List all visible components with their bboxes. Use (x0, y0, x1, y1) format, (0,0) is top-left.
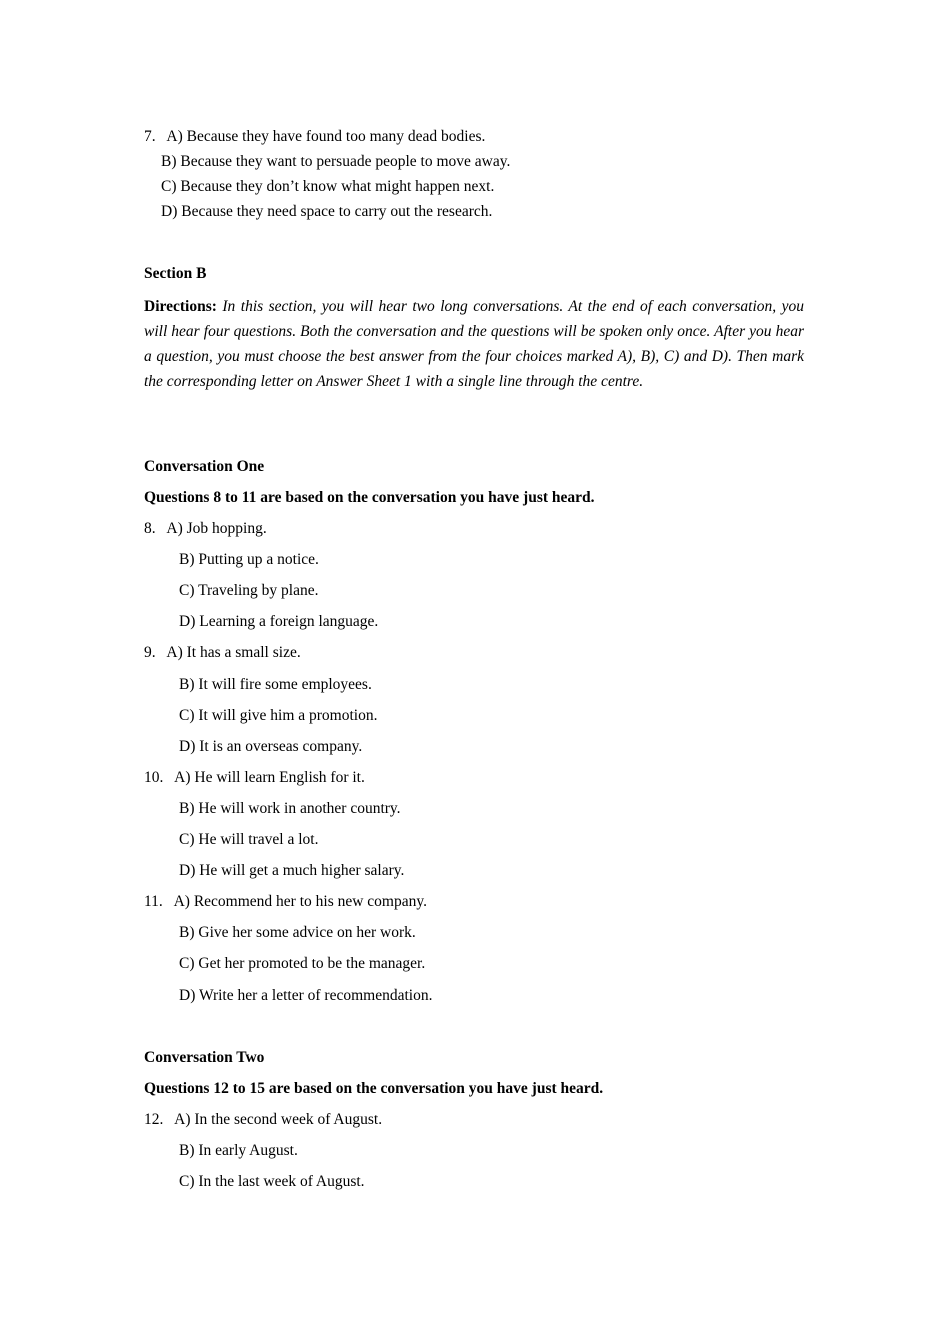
question-7-option-b: B) Because they want to persuade people to move away. (161, 153, 511, 170)
option-text: A) He will learn English for it. (174, 769, 365, 786)
question-7-option-a (144, 127, 485, 147)
question-9-option-d: D) It is an overseas company. (179, 738, 363, 755)
conversation-two-instruction: Questions 12 to 15 are based on the conversation you have just heard. (144, 1080, 604, 1097)
directions-paragraph (144, 294, 804, 394)
option-text: A) In the second week of August. (174, 1111, 383, 1128)
question-7-option-d: D) Because they need space to carry out the research. (161, 203, 493, 220)
option-text: A) It has a small size. (166, 644, 301, 661)
question-10-option-d: D) He will get a much higher salary. (179, 862, 405, 879)
question-number: 9. (144, 644, 156, 661)
conversation-one-instruction: Questions 8 to 11 are based on the conversation you have just heard. (144, 489, 595, 506)
question-9-option-b: B) It will fire some employees. (179, 676, 372, 693)
question-11-option-d: D) Write her a letter of recommendation. (179, 987, 433, 1004)
question-number: 10. (144, 769, 164, 786)
question-12-option-b: B) In early August. (179, 1142, 298, 1159)
question-10-option-b: B) He will work in another country. (179, 800, 401, 817)
option-text: A) Because they have found too many dead bodies. (166, 128, 486, 145)
question-number: 12. (144, 1111, 164, 1128)
question-number: 7. (144, 128, 156, 145)
question-11-option-a (144, 892, 427, 912)
question-8-option-b: B) Putting up a notice. (179, 551, 319, 568)
question-12-option-c: C) In the last week of August. (179, 1173, 365, 1190)
question-11-option-b: B) Give her some advice on her work. (179, 924, 416, 941)
option-text: A) Job hopping. (166, 520, 267, 537)
question-12-option-a (144, 1110, 382, 1130)
option-text: A) Recommend her to his new company. (173, 893, 427, 910)
question-8-option-a (144, 519, 267, 539)
question-8-option-c: C) Traveling by plane. (179, 582, 319, 599)
question-9-option-c: C) It will give him a promotion. (179, 707, 378, 724)
question-number: 8. (144, 520, 156, 537)
directions-text: In this section, you will hear two long conversations. At the end of each conversation, you will hear four questions. Both the conversation and the questions will be spoken only once. After you hear a question, you must choose the best answer from the four choices marked A), B), C) and D). Then mark the corresponding letter on Answer Sheet 1 with a single line through the centre. (144, 298, 804, 390)
section-heading: Section B (144, 265, 207, 282)
question-number: 11. (144, 893, 163, 910)
question-11-option-c: C) Get her promoted to be the manager. (179, 955, 426, 972)
question-10-option-c: C) He will travel a lot. (179, 831, 319, 848)
conversation-one-heading: Conversation One (144, 458, 265, 475)
question-10-option-a (144, 768, 365, 788)
conversation-two-heading: Conversation Two (144, 1049, 265, 1066)
question-9-option-a (144, 643, 301, 663)
directions-label: Directions: (144, 298, 217, 315)
question-8-option-d: D) Learning a foreign language. (179, 613, 379, 630)
question-7-option-c: C) Because they don’t know what might happen next. (161, 178, 495, 195)
